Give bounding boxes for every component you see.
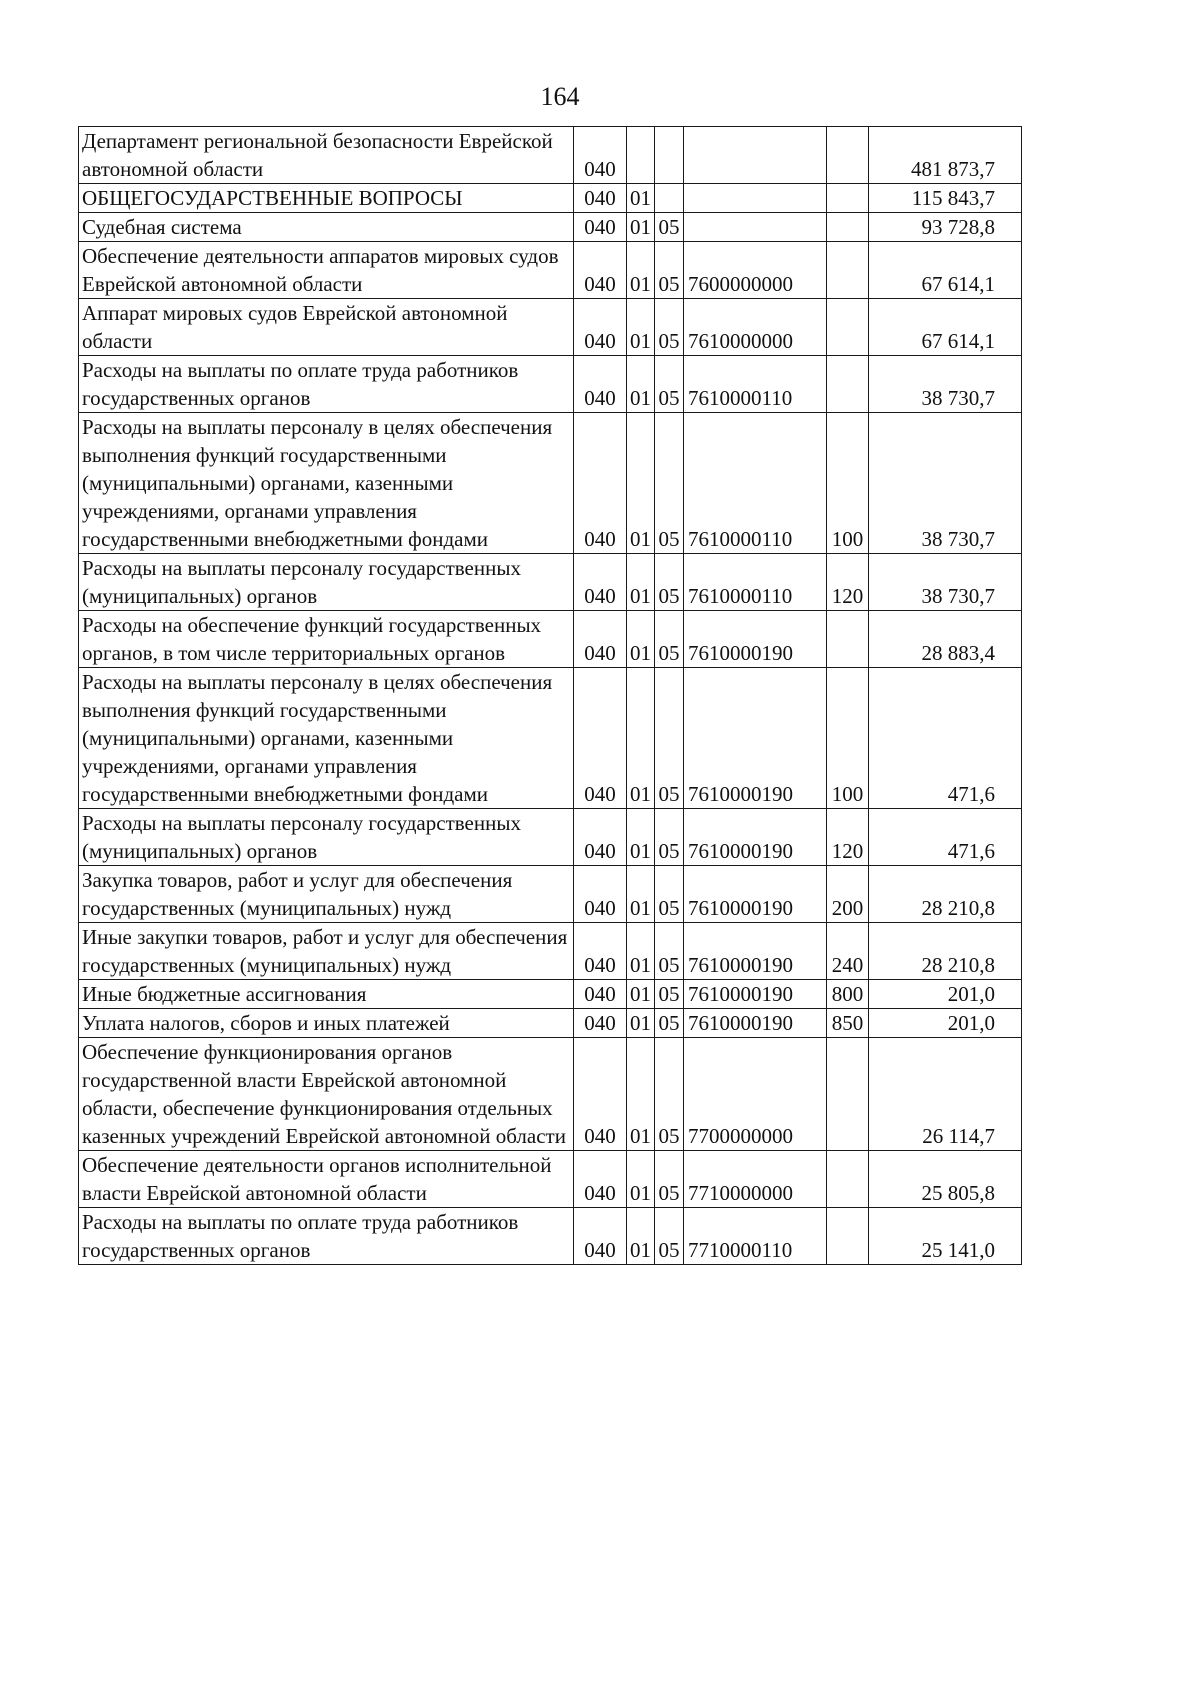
cell-vr bbox=[827, 1208, 869, 1265]
cell-rz: 01 bbox=[627, 923, 655, 980]
cell-ved: 040 bbox=[574, 980, 627, 1009]
table-row bbox=[79, 611, 1022, 668]
cell-csr bbox=[684, 213, 827, 242]
cell-vr: 100 bbox=[827, 668, 869, 809]
table-row bbox=[79, 299, 1022, 356]
table-row bbox=[79, 1009, 1022, 1038]
cell-ved: 040 bbox=[574, 213, 627, 242]
budget-table bbox=[78, 126, 1022, 1265]
cell-vr: 120 bbox=[827, 554, 869, 611]
cell-vr bbox=[827, 611, 869, 668]
cell-rz: 01 bbox=[627, 668, 655, 809]
table-row bbox=[79, 1208, 1022, 1265]
cell-rz: 01 bbox=[627, 299, 655, 356]
row-name: Расходы на выплаты персоналу государственных (муниципальных) органов bbox=[79, 554, 574, 611]
cell-ved: 040 bbox=[574, 668, 627, 809]
row-name: Расходы на выплаты персоналу в целях обеспечения выполнения функций государственными (муниципальными) органами, казенными учреждениями, органами управления государственными внебюджетными фондами bbox=[79, 413, 574, 554]
row-name: Расходы на выплаты по оплате труда работников государственных органов bbox=[79, 1208, 574, 1265]
row-name: Аппарат мировых судов Еврейской автономной области bbox=[79, 299, 574, 356]
cell-vr: 240 bbox=[827, 923, 869, 980]
cell-rz: 01 bbox=[627, 554, 655, 611]
cell-ved: 040 bbox=[574, 1009, 627, 1038]
cell-pr: 05 bbox=[655, 1208, 684, 1265]
cell-rz: 01 bbox=[627, 980, 655, 1009]
cell-pr: 05 bbox=[655, 1038, 684, 1151]
cell-pr: 05 bbox=[655, 866, 684, 923]
cell-rz: 01 bbox=[627, 356, 655, 413]
table-row bbox=[79, 554, 1022, 611]
cell-csr: 7610000000 bbox=[684, 299, 827, 356]
cell-vr: 120 bbox=[827, 809, 869, 866]
budget-table-body bbox=[79, 127, 1022, 1265]
cell-ved: 040 bbox=[574, 554, 627, 611]
cell-sum: 471,6 bbox=[869, 809, 1022, 866]
row-name: Уплата налогов, сборов и иных платежей bbox=[79, 1009, 574, 1038]
cell-rz: 01 bbox=[627, 866, 655, 923]
cell-rz: 01 bbox=[627, 1208, 655, 1265]
cell-ved: 040 bbox=[574, 413, 627, 554]
cell-csr: 7610000110 bbox=[684, 554, 827, 611]
row-name: Обеспечение деятельности аппаратов мировых судов Еврейской автономной области bbox=[79, 242, 574, 299]
cell-ved: 040 bbox=[574, 809, 627, 866]
row-name: Обеспечение функционирования органов государственной власти Еврейской автономной области, обеспечение функционирования отдельных казенных учреждений Еврейской автономной области bbox=[79, 1038, 574, 1151]
cell-sum: 481 873,7 bbox=[869, 127, 1022, 184]
cell-sum: 38 730,7 bbox=[869, 356, 1022, 413]
cell-pr: 05 bbox=[655, 668, 684, 809]
cell-rz: 01 bbox=[627, 809, 655, 866]
cell-vr: 800 bbox=[827, 980, 869, 1009]
row-name: Расходы на обеспечение функций государственных органов, в том числе территориальных органов bbox=[79, 611, 574, 668]
cell-pr: 05 bbox=[655, 1009, 684, 1038]
cell-sum: 26 114,7 bbox=[869, 1038, 1022, 1151]
cell-csr: 7610000190 bbox=[684, 1009, 827, 1038]
cell-pr: 05 bbox=[655, 242, 684, 299]
cell-csr: 7610000190 bbox=[684, 866, 827, 923]
cell-sum: 67 614,1 bbox=[869, 242, 1022, 299]
row-name: Расходы на выплаты персоналу в целях обеспечения выполнения функций государственными (муниципальными) органами, казенными учреждениями, органами управления государственными внебюджетными фондами bbox=[79, 668, 574, 809]
cell-csr: 7610000110 bbox=[684, 356, 827, 413]
cell-ved: 040 bbox=[574, 127, 627, 184]
cell-ved: 040 bbox=[574, 1208, 627, 1265]
cell-pr: 05 bbox=[655, 923, 684, 980]
cell-pr: 05 bbox=[655, 980, 684, 1009]
row-name: Иные закупки товаров, работ и услуг для обеспечения государственных (муниципальных) нужд bbox=[79, 923, 574, 980]
cell-vr bbox=[827, 127, 869, 184]
cell-sum: 28 883,4 bbox=[869, 611, 1022, 668]
cell-rz: 01 bbox=[627, 413, 655, 554]
cell-csr: 7710000000 bbox=[684, 1151, 827, 1208]
cell-sum: 115 843,7 bbox=[869, 184, 1022, 213]
table-row bbox=[79, 923, 1022, 980]
cell-sum: 93 728,8 bbox=[869, 213, 1022, 242]
cell-sum: 25 805,8 bbox=[869, 1151, 1022, 1208]
cell-csr: 7700000000 bbox=[684, 1038, 827, 1151]
cell-sum: 28 210,8 bbox=[869, 923, 1022, 980]
table-row bbox=[79, 1038, 1022, 1151]
cell-pr bbox=[655, 184, 684, 213]
cell-ved: 040 bbox=[574, 184, 627, 213]
table-row bbox=[79, 866, 1022, 923]
cell-csr: 7610000190 bbox=[684, 923, 827, 980]
cell-vr: 200 bbox=[827, 866, 869, 923]
cell-vr bbox=[827, 242, 869, 299]
cell-pr bbox=[655, 127, 684, 184]
row-name: Обеспечение деятельности органов исполнительной власти Еврейской автономной области bbox=[79, 1151, 574, 1208]
cell-vr bbox=[827, 356, 869, 413]
cell-ved: 040 bbox=[574, 299, 627, 356]
cell-vr: 850 bbox=[827, 1009, 869, 1038]
table-row bbox=[79, 413, 1022, 554]
cell-rz bbox=[627, 127, 655, 184]
cell-rz: 01 bbox=[627, 1009, 655, 1038]
cell-vr: 100 bbox=[827, 413, 869, 554]
cell-ved: 040 bbox=[574, 923, 627, 980]
cell-ved: 040 bbox=[574, 356, 627, 413]
row-name: Иные бюджетные ассигнования bbox=[79, 980, 574, 1009]
cell-csr: 7600000000 bbox=[684, 242, 827, 299]
cell-rz: 01 bbox=[627, 611, 655, 668]
cell-vr bbox=[827, 213, 869, 242]
cell-rz: 01 bbox=[627, 213, 655, 242]
cell-sum: 471,6 bbox=[869, 668, 1022, 809]
cell-sum: 38 730,7 bbox=[869, 413, 1022, 554]
cell-sum: 38 730,7 bbox=[869, 554, 1022, 611]
table-row bbox=[79, 184, 1022, 213]
table-row bbox=[79, 668, 1022, 809]
cell-pr: 05 bbox=[655, 299, 684, 356]
cell-csr: 7610000110 bbox=[684, 413, 827, 554]
table-row bbox=[79, 809, 1022, 866]
cell-pr: 05 bbox=[655, 356, 684, 413]
cell-pr: 05 bbox=[655, 413, 684, 554]
cell-csr bbox=[684, 127, 827, 184]
cell-sum: 201,0 bbox=[869, 1009, 1022, 1038]
cell-ved: 040 bbox=[574, 1151, 627, 1208]
cell-csr: 7610000190 bbox=[684, 809, 827, 866]
cell-ved: 040 bbox=[574, 611, 627, 668]
cell-csr: 7610000190 bbox=[684, 980, 827, 1009]
row-name: Судебная система bbox=[79, 213, 574, 242]
table-row bbox=[79, 356, 1022, 413]
cell-pr: 05 bbox=[655, 1151, 684, 1208]
cell-vr bbox=[827, 1151, 869, 1208]
table-row bbox=[79, 980, 1022, 1009]
cell-pr: 05 bbox=[655, 213, 684, 242]
table-row bbox=[79, 242, 1022, 299]
cell-pr: 05 bbox=[655, 554, 684, 611]
table-row bbox=[79, 127, 1022, 184]
cell-sum: 67 614,1 bbox=[869, 299, 1022, 356]
cell-csr: 7610000190 bbox=[684, 668, 827, 809]
row-name: ОБЩЕГОСУДАРСТВЕННЫЕ ВОПРОСЫ bbox=[79, 184, 574, 213]
cell-rz: 01 bbox=[627, 242, 655, 299]
cell-csr bbox=[684, 184, 827, 213]
row-name: Расходы на выплаты персоналу государственных (муниципальных) органов bbox=[79, 809, 574, 866]
cell-vr bbox=[827, 184, 869, 213]
cell-vr bbox=[827, 299, 869, 356]
cell-ved: 040 bbox=[574, 866, 627, 923]
page-number: 164 bbox=[540, 82, 580, 111]
table-row bbox=[79, 1151, 1022, 1208]
cell-ved: 040 bbox=[574, 1038, 627, 1151]
row-name: Департамент региональной безопасности Еврейской автономной области bbox=[79, 127, 574, 184]
cell-sum: 28 210,8 bbox=[869, 866, 1022, 923]
cell-csr: 7710000110 bbox=[684, 1208, 827, 1265]
cell-vr bbox=[827, 1038, 869, 1151]
cell-rz: 01 bbox=[627, 184, 655, 213]
cell-rz: 01 bbox=[627, 1038, 655, 1151]
cell-ved: 040 bbox=[574, 242, 627, 299]
table-row bbox=[79, 213, 1022, 242]
cell-sum: 201,0 bbox=[869, 980, 1022, 1009]
cell-sum: 25 141,0 bbox=[869, 1208, 1022, 1265]
row-name: Расходы на выплаты по оплате труда работников государственных органов bbox=[79, 356, 574, 413]
cell-pr: 05 bbox=[655, 611, 684, 668]
cell-csr: 7610000190 bbox=[684, 611, 827, 668]
cell-rz: 01 bbox=[627, 1151, 655, 1208]
row-name: Закупка товаров, работ и услуг для обеспечения государственных (муниципальных) нужд bbox=[79, 866, 574, 923]
cell-pr: 05 bbox=[655, 809, 684, 866]
